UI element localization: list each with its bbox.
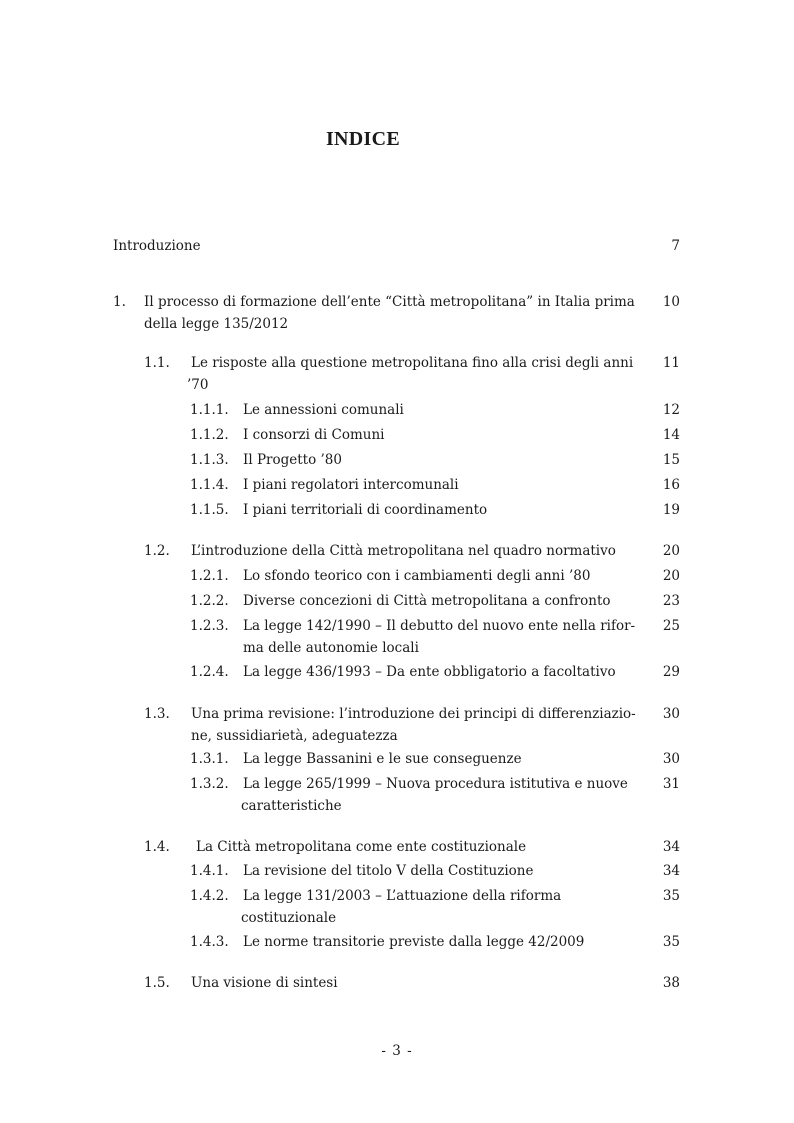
toc-entry-label: Una prima revisione: l’introduzione dei principi di differenziazio-	[191, 706, 636, 722]
toc-entry-page: 16	[662, 477, 680, 493]
toc-entry-page: 7	[671, 238, 680, 254]
toc-entry-1-3[interactable]	[0, 703, 794, 747]
toc-entry-label-continued: ma delle autonomie locali	[243, 640, 419, 656]
toc-entry-label: Le annessioni comunali	[243, 402, 404, 418]
toc-entry-label: La revisione del titolo V della Costituzione	[243, 863, 534, 879]
toc-entry-page: 20	[662, 568, 680, 584]
toc-entry-page: 25	[662, 618, 680, 634]
toc-entry-number: 1.5.	[144, 975, 170, 991]
toc-entry-page: 34	[662, 839, 680, 855]
toc-entry-page: 34	[662, 863, 680, 879]
toc-entry-label-continued: della legge 135/2012	[144, 316, 289, 332]
toc-entry-1-4-2[interactable]	[0, 885, 794, 929]
toc-entry-1-1[interactable]	[0, 352, 794, 396]
toc-entry-number: 1.2.1.	[190, 568, 229, 584]
toc-entry-number: 1.1.5.	[190, 502, 229, 518]
toc-entry-label: Una visione di sintesi	[191, 975, 338, 991]
toc-entry-label-continued: caratteristiche	[241, 798, 342, 814]
toc-entry-number: 1.1.	[144, 355, 170, 371]
toc-entry-label-continued: costituzionale	[241, 910, 337, 926]
toc-entry-number: 1.2.4.	[190, 664, 229, 680]
toc-entry-label-continued: ’70	[187, 377, 209, 393]
toc-entry-number: 1.4.3.	[190, 934, 229, 950]
toc-entry-page: 38	[662, 975, 680, 991]
toc-entry-page: 30	[662, 706, 680, 722]
toc-entry-page: 29	[662, 664, 680, 680]
toc-entry-page: 14	[662, 427, 680, 443]
toc-entry-page: 12	[662, 402, 680, 418]
toc-entry-number: 1.3.2.	[190, 776, 229, 792]
toc-entry-number: 1.4.2.	[190, 888, 229, 904]
toc-entry-chapter-1[interactable]	[0, 291, 794, 335]
toc-entry-label: Diverse concezioni di Città metropolitana a confronto	[243, 593, 611, 609]
toc-entry-number: 1.2.2.	[190, 593, 229, 609]
toc-entry-page: 31	[662, 776, 680, 792]
toc-entry-label-continued: ne, sussidiarietà, adeguatezza	[191, 728, 398, 744]
toc-entry-number: 1.1.4.	[190, 477, 229, 493]
toc-entry-page: 11	[662, 355, 680, 371]
toc-entry-label: Lo sfondo teorico con i cambiamenti degli anni ’80	[243, 568, 591, 584]
toc-entry-number: 1.3.1.	[190, 751, 229, 767]
toc-entry-number: 1.4.1.	[190, 863, 229, 879]
toc-entry-1-3-2[interactable]	[0, 773, 794, 817]
toc-entry-label: La legge 131/2003 – L’attuazione della riforma	[243, 888, 562, 904]
toc-entry-1-2-3[interactable]	[0, 615, 794, 659]
toc-entry-page: 19	[662, 502, 680, 518]
toc-entry-page: 15	[662, 452, 680, 468]
page-number: - 3 -	[381, 1043, 413, 1059]
toc-entry-number: 1.2.	[144, 543, 170, 559]
toc-entry-label: La legge 436/1993 – Da ente obbligatorio a facoltativo	[243, 664, 616, 680]
toc-entry-number: 1.1.2.	[190, 427, 229, 443]
toc-entry-page: 30	[662, 751, 680, 767]
toc-entry-label: I piani regolatori intercomunali	[243, 477, 459, 493]
toc-entry-label: La Città metropolitana come ente costituzionale	[196, 839, 527, 855]
toc-entry-number: 1.	[113, 294, 126, 310]
toc-entry-number: 1.2.3.	[190, 618, 229, 634]
toc-entry-label: Il processo di formazione dell’ente “Città metropolitana” in Italia prima	[144, 294, 635, 310]
toc-entry-number: 1.3.	[144, 706, 170, 722]
toc-entry-label: Introduzione	[113, 238, 201, 254]
toc-entry-label: La legge Bassanini e le sue conseguenze	[243, 751, 522, 767]
page-title: INDICE	[325, 128, 401, 150]
toc-entry-label: Le risposte alla questione metropolitana fino alla crisi degli anni	[191, 355, 634, 371]
toc-entry-page: 10	[662, 294, 680, 310]
toc-entry-page: 20	[662, 543, 680, 559]
toc-entry-label: Le norme transitorie previste dalla legge 42/2009	[243, 934, 585, 950]
toc-entry-page: 23	[662, 593, 680, 609]
toc-entry-page: 35	[662, 888, 680, 904]
toc-entry-label: I piani territoriali di coordinamento	[243, 502, 488, 518]
toc-entry-label: La legge 142/1990 – Il debutto del nuovo ente nella rifor-	[243, 618, 636, 634]
toc-entry-number: 1.1.3.	[190, 452, 229, 468]
toc-entry-number: 1.1.1.	[190, 402, 229, 418]
toc-entry-label: La legge 265/1999 – Nuova procedura istitutiva e nuove	[243, 776, 628, 792]
toc-entry-label: L’introduzione della Città metropolitana nel quadro normativo	[191, 543, 616, 559]
toc-entry-page: 35	[662, 934, 680, 950]
toc-entry-label: I consorzi di Comuni	[243, 427, 385, 443]
toc-entry-number: 1.4.	[144, 839, 170, 855]
toc-entry-label: Il Progetto ’80	[243, 452, 342, 468]
